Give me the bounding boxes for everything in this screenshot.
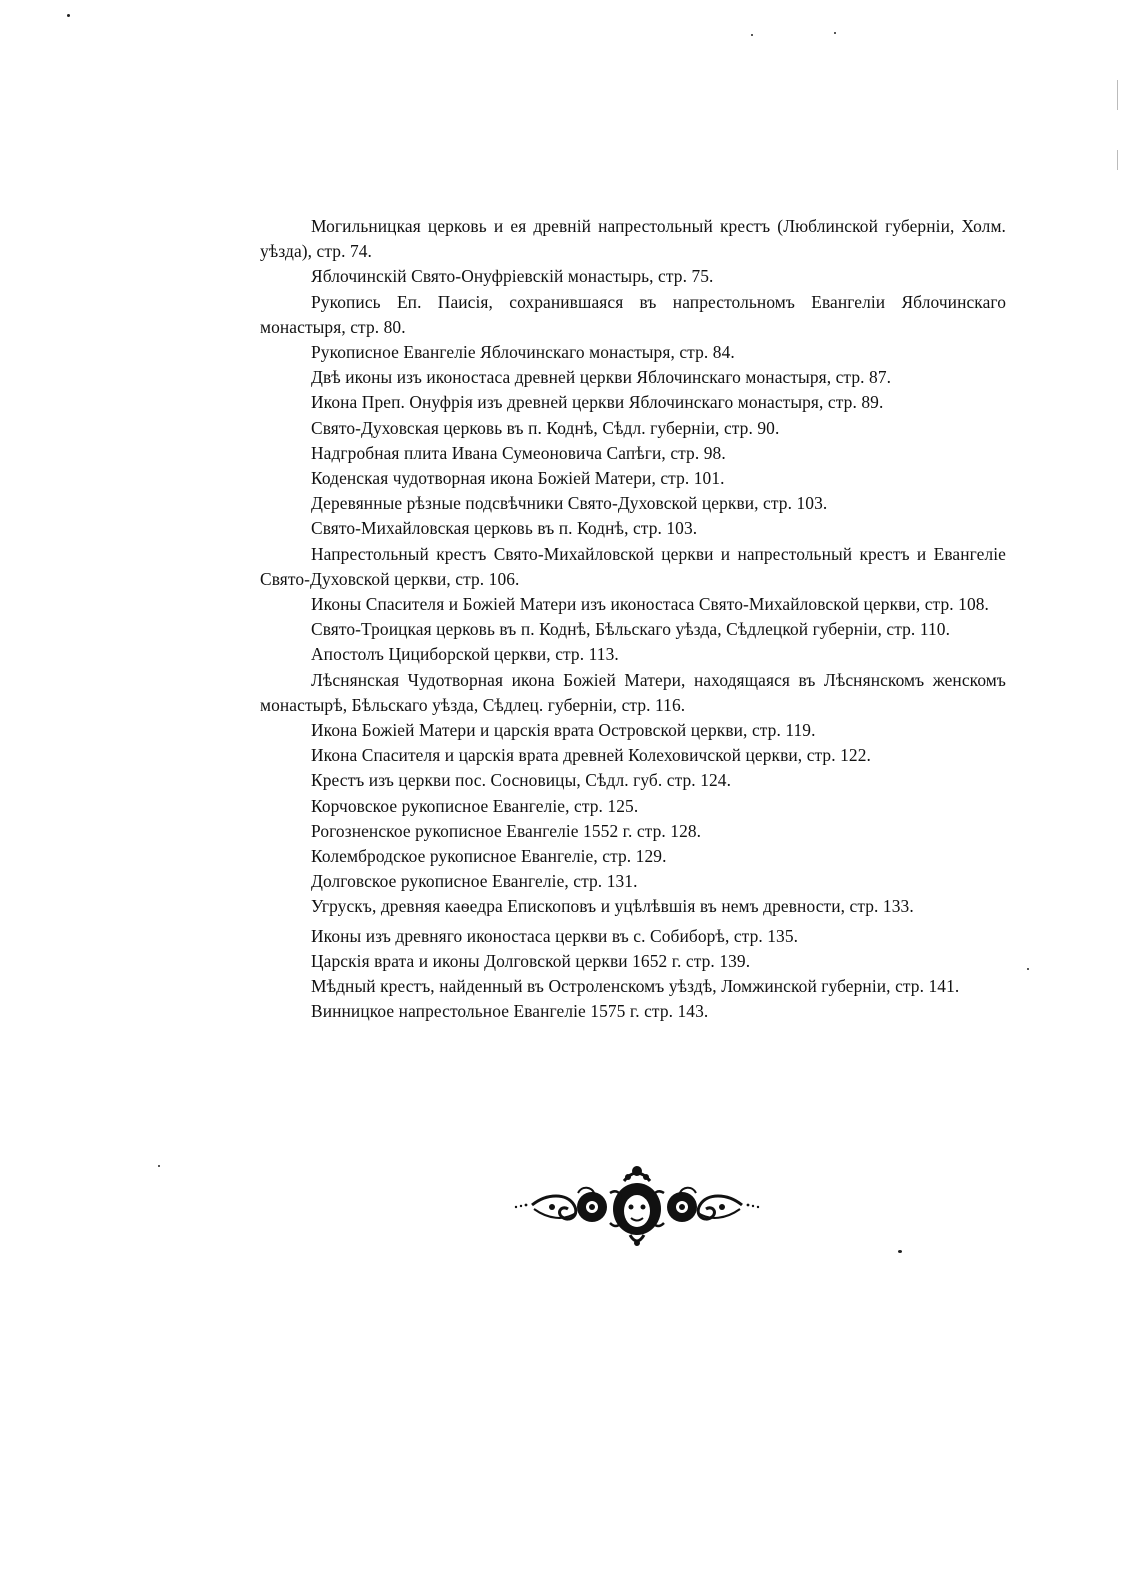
floral-tailpiece-ornament: [512, 1163, 762, 1249]
list-entry: Икона Преп. Онуфрія изъ древней церкви Яблочинскаго монастыря, стр. 89.: [311, 392, 884, 413]
list-entry: Угрускъ, древняя каѳедра Епископовъ и уцѣлѣвшія въ немъ древности, стр. 133.: [311, 896, 914, 917]
scan-edge-line: [1117, 80, 1118, 110]
list-entry: Могильницкая церковь и ея древній напрестольный крестъ (Люблинской губерніи, Холм. уѣзда), стр. 74.: [260, 216, 1006, 262]
list-entry: Яблочинскій Свято-Онуфріевскій монастырь, стр. 75.: [311, 266, 714, 287]
scan-speck: [67, 14, 70, 17]
list-entry: Иконы изъ древняго иконостаса церкви въ с. Собиборѣ, стр. 135.: [311, 925, 799, 946]
scan-speck: [834, 32, 836, 34]
list-entry: Царскія врата и иконы Долговской церкви 1652 г. стр. 139.: [311, 950, 751, 971]
list-entry: Крестъ изъ церкви пос. Сосновицы, Сѣдл. губ. стр. 124.: [311, 770, 732, 791]
list-entry: Колембродское рукописное Евангеліе, стр. 129.: [311, 846, 667, 867]
list-entry: Двѣ иконы изъ иконостаса древней церкви Яблочинскаго монастыря, стр. 87.: [311, 367, 892, 388]
list-entry: Свято-Троицкая церковь въ п. Коднѣ, Бѣльскаго уѣзда, Сѣдлецкой губерніи, стр. 110.: [311, 619, 951, 640]
list-entry: Икона Спасителя и царскія врата древней Колеховичской церкви, стр. 122.: [311, 745, 871, 766]
list-entry: Лѣснянская Чудотворная икона Божіей Матери, находящаяся въ Лѣснянскомъ женскомъ монастырѣ, Бѣльскаго уѣзда, Сѣдлец. губерніи, стр. 116.: [260, 669, 1006, 715]
scan-speck: [158, 1165, 160, 1167]
scan-speck: [898, 1250, 902, 1253]
list-entry: Иконы Спасителя и Божіей Матери изъ иконостаса Свято-Михайловской церкви, стр. 108.: [311, 594, 989, 615]
list-entry: Коденская чудотворная икона Божіей Матери, стр. 101.: [311, 468, 725, 489]
scan-speck: [1027, 968, 1029, 970]
list-entry: Рогозненское рукописное Евангеліе 1552 г. стр. 128.: [311, 820, 702, 841]
scan-edge-line: [1117, 150, 1118, 170]
list-entry: Винницкое напрестольное Евангеліе 1575 г. стр. 143.: [311, 1001, 709, 1022]
list-entry: Свято-Михайловская церковь въ п. Коднѣ, стр. 103.: [311, 518, 698, 539]
list-entry: Свято-Духовская церковь въ п. Коднѣ, Сѣдл. губерніи, стр. 90.: [311, 417, 780, 438]
list-entry: Надгробная плита Ивана Сумеоновича Сапѣги, стр. 98.: [311, 442, 726, 463]
list-entry: Мѣдный крестъ, найденный въ Остроленскомъ уѣздѣ, Ломжинской губерніи, стр. 141.: [311, 976, 960, 997]
list-entry: Деревянные рѣзные подсвѣчники Свято-Духовской церкви, стр. 103.: [311, 493, 828, 514]
list-entry: Апостолъ Цициборской церкви, стр. 113.: [311, 644, 619, 665]
list-entry: Икона Божіей Матери и царскія врата Островской церкви, стр. 119.: [311, 720, 816, 741]
list-entry: Корчовское рукописное Евангеліе, стр. 125.: [311, 795, 639, 816]
list-entry: Долговское рукописное Евангеліе, стр. 131.: [311, 871, 638, 892]
scan-speck: [751, 34, 753, 36]
list-entry: Рукописное Евангеліе Яблочинскаго монастыря, стр. 84.: [311, 342, 735, 363]
list-entry: Рукопись Еп. Паисія, сохранившаяся въ напрестольномъ Евангеліи Яблочинскаго монастыря, стр. 80.: [260, 291, 1006, 337]
list-entry: Напрестольный крестъ Свято-Михайловской церкви и напрестольный крестъ и Евангеліе Свято-Духовской церкви, стр. 106.: [260, 543, 1006, 589]
illustration-list: [260, 214, 1006, 1025]
